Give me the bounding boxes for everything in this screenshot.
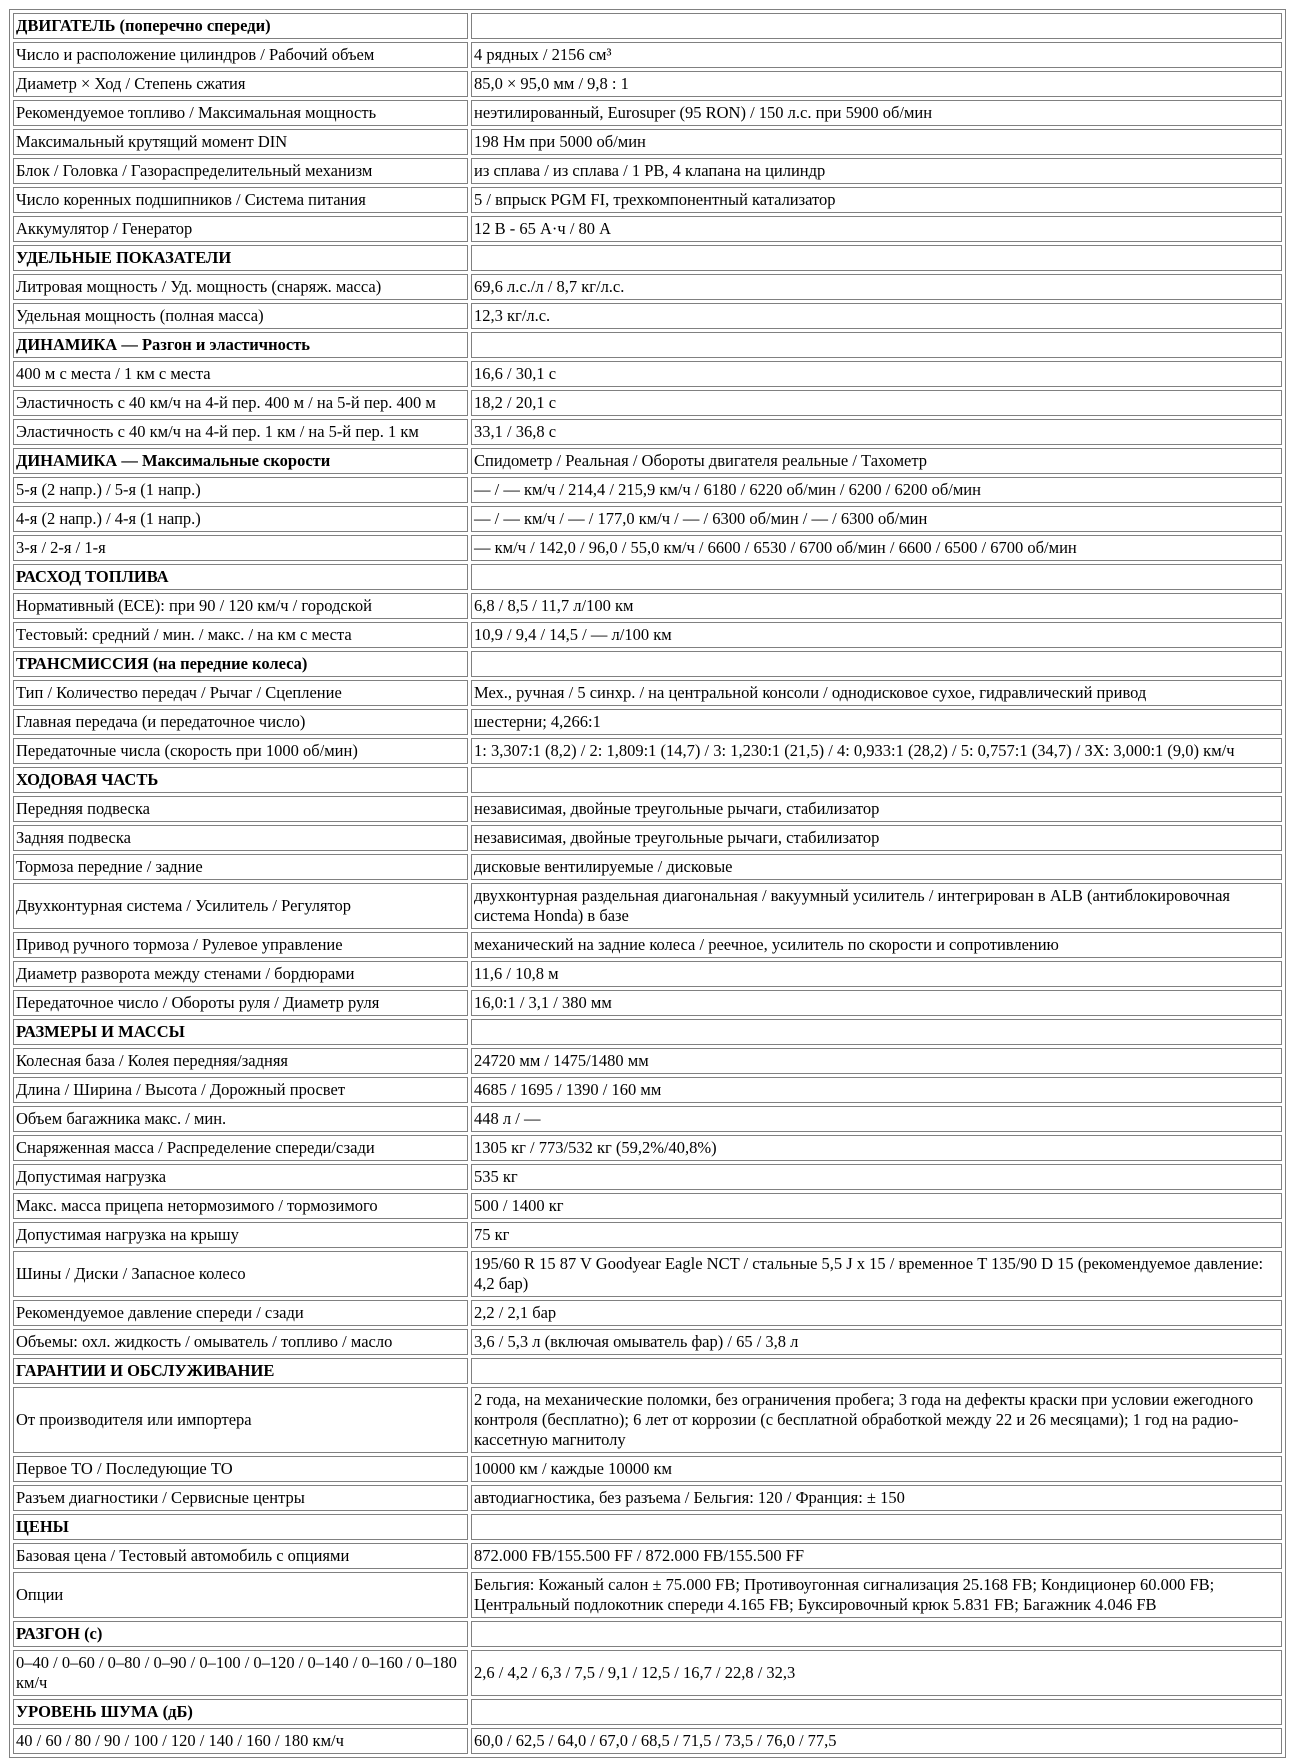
spec-label: Удельная мощность (полная масса)	[13, 303, 468, 329]
spec-row	[13, 932, 1282, 958]
spec-row	[13, 506, 1282, 532]
spec-label: Длина / Ширина / Высота / Дорожный просвет	[13, 1077, 468, 1103]
spec-value: 872.000 FB/155.500 FF / 872.000 FB/155.500 FF	[471, 1543, 1282, 1569]
spec-value: независимая, двойные треугольные рычаги, стабилизатор	[471, 825, 1282, 851]
section-title: ДИНАМИКА — Максимальные скорости	[13, 448, 468, 474]
spec-label: 400 м с места / 1 км с места	[13, 361, 468, 387]
spec-row	[13, 738, 1282, 764]
spec-label: Эластичность с 40 км/ч на 4-й пер. 1 км / на 5-й пер. 1 км	[13, 419, 468, 445]
spec-label: Объемы: охл. жидкость / омыватель / топливо / масло	[13, 1329, 468, 1355]
spec-label: 3-я / 2-я / 1-я	[13, 535, 468, 561]
spec-value: 75 кг	[471, 1222, 1282, 1248]
spec-value: 18,2 / 20,1 с	[471, 390, 1282, 416]
spec-label: Объем багажника макс. / мин.	[13, 1106, 468, 1132]
spec-row	[13, 158, 1282, 184]
spec-value: 198 Нм при 5000 об/мин	[471, 129, 1282, 155]
spec-label: Тормоза передние / задние	[13, 854, 468, 880]
section-value	[471, 1019, 1282, 1045]
spec-row	[13, 990, 1282, 1016]
spec-value: 2 года, на механические поломки, без ограничения пробега; 3 года на дефекты краски при условии ежегодного контроля (бесплатно); 6 лет от коррозии (с бесплатной обработкой между 22 и 26 месяцами); 1 год на радио-кассетную магнитолу	[471, 1387, 1282, 1453]
spec-value: 195/60 R 15 87 V Goodyear Eagle NCT / стальные 5,5 J x 15 / временное T 135/90 D 15 (рекомендуемое давление: 4,2 бар)	[471, 1251, 1282, 1297]
spec-value: 4685 / 1695 / 1390 / 160 мм	[471, 1077, 1282, 1103]
spec-row	[13, 1164, 1282, 1190]
spec-value: дисковые вентилируемые / дисковые	[471, 854, 1282, 880]
spec-row	[13, 1387, 1282, 1453]
spec-row	[13, 129, 1282, 155]
spec-label: Передаточные числа (скорость при 1000 об/мин)	[13, 738, 468, 764]
section-title: ДИНАМИКА — Разгон и эластичность	[13, 332, 468, 358]
spec-label: Допустимая нагрузка на крышу	[13, 1222, 468, 1248]
spec-table-body	[13, 13, 1282, 1754]
spec-label: Рекомендуемое давление спереди / сзади	[13, 1300, 468, 1326]
spec-label: Максимальный крутящий момент DIN	[13, 129, 468, 155]
spec-label: От производителя или импортера	[13, 1387, 468, 1453]
spec-label: Рекомендуемое топливо / Максимальная мощность	[13, 100, 468, 126]
spec-row	[13, 825, 1282, 851]
spec-row	[13, 1048, 1282, 1074]
spec-row	[13, 680, 1282, 706]
spec-value: 2,6 / 4,2 / 6,3 / 7,5 / 9,1 / 12,5 / 16,7 / 22,8 / 32,3	[471, 1650, 1282, 1696]
spec-value: из сплава / из сплава / 1 РВ, 4 клапана на цилиндр	[471, 158, 1282, 184]
spec-table	[9, 9, 1286, 1758]
spec-label: Число и расположение цилиндров / Рабочий объем	[13, 42, 468, 68]
spec-value: 6,8 / 8,5 / 11,7 л/100 км	[471, 593, 1282, 619]
spec-row	[13, 216, 1282, 242]
spec-label: Число коренных подшипников / Система питания	[13, 187, 468, 213]
spec-value: неэтилированный, Eurosuper (95 RON) / 150 л.с. при 5900 об/мин	[471, 100, 1282, 126]
spec-value: 3,6 / 5,3 л (включая омыватель фар) / 65 / 3,8 л	[471, 1329, 1282, 1355]
section-value	[471, 13, 1282, 39]
spec-value: 5 / впрыск PGM FI, трехкомпонентный катализатор	[471, 187, 1282, 213]
spec-value: 4 рядных / 2156 см³	[471, 42, 1282, 68]
spec-label: Тестовый: средний / мин. / макс. / на км с места	[13, 622, 468, 648]
spec-row	[13, 1251, 1282, 1297]
section-title: ГАРАНТИИ И ОБСЛУЖИВАНИЕ	[13, 1358, 468, 1384]
spec-value: 1305 кг / 773/532 кг (59,2%/40,8%)	[471, 1135, 1282, 1161]
spec-label: Литровая мощность / Уд. мощность (снаряж. масса)	[13, 274, 468, 300]
spec-label: Опции	[13, 1572, 468, 1618]
spec-value: 12,3 кг/л.с.	[471, 303, 1282, 329]
spec-label: Снаряженная масса / Распределение спереди/сзади	[13, 1135, 468, 1161]
spec-row	[13, 1135, 1282, 1161]
spec-value: — / — км/ч / 214,4 / 215,9 км/ч / 6180 / 6220 об/мин / 6200 / 6200 об/мин	[471, 477, 1282, 503]
section-header-row	[13, 651, 1282, 677]
spec-row	[13, 883, 1282, 929]
spec-label: Базовая цена / Тестовый автомобиль с опциями	[13, 1543, 468, 1569]
spec-row	[13, 71, 1282, 97]
section-header-row	[13, 1019, 1282, 1045]
spec-label: Допустимая нагрузка	[13, 1164, 468, 1190]
spec-label: Аккумулятор / Генератор	[13, 216, 468, 242]
spec-label: Макс. масса прицепа нетормозимого / тормозимого	[13, 1193, 468, 1219]
section-header-row	[13, 1621, 1282, 1647]
section-header-row	[13, 448, 1282, 474]
section-title: ТРАНСМИССИЯ (на передние колеса)	[13, 651, 468, 677]
section-title: ХОДОВАЯ ЧАСТЬ	[13, 767, 468, 793]
spec-row	[13, 303, 1282, 329]
spec-value: 448 л / —	[471, 1106, 1282, 1132]
section-title: РАЗМЕРЫ И МАССЫ	[13, 1019, 468, 1045]
spec-row	[13, 961, 1282, 987]
section-value	[471, 651, 1282, 677]
spec-row	[13, 1650, 1282, 1696]
spec-value: шестерни; 4,266:1	[471, 709, 1282, 735]
section-header-row	[13, 13, 1282, 39]
section-value	[471, 564, 1282, 590]
spec-label: Диаметр × Ход / Степень сжатия	[13, 71, 468, 97]
spec-label: Главная передача (и передаточное число)	[13, 709, 468, 735]
spec-value: — / — км/ч / — / 177,0 км/ч / — / 6300 об/мин / — / 6300 об/мин	[471, 506, 1282, 532]
spec-label: Передаточное число / Обороты руля / Диаметр руля	[13, 990, 468, 1016]
spec-row	[13, 1572, 1282, 1618]
spec-row	[13, 390, 1282, 416]
section-value: Спидометр / Реальная / Обороты двигателя реальные / Тахометр	[471, 448, 1282, 474]
spec-value: Мех., ручная / 5 синхр. / на центральной консоли / однодисковое сухое, гидравлический привод	[471, 680, 1282, 706]
section-value	[471, 767, 1282, 793]
spec-row	[13, 187, 1282, 213]
spec-label: Нормативный (ECE): при 90 / 120 км/ч / городской	[13, 593, 468, 619]
spec-row	[13, 854, 1282, 880]
spec-row	[13, 1728, 1282, 1754]
spec-value: 535 кг	[471, 1164, 1282, 1190]
spec-value: 16,0:1 / 3,1 / 380 мм	[471, 990, 1282, 1016]
spec-row	[13, 361, 1282, 387]
spec-value: Бельгия: Кожаный салон ± 75.000 FB; Противоугонная сигнализация 25.168 FB; Кондиционер 60.000 FB; Центральный подлокотник спереди 4.165 FB; Буксировочный крюк 5.831 FB; Багажник 4.046 FB	[471, 1572, 1282, 1618]
spec-value: — км/ч / 142,0 / 96,0 / 55,0 км/ч / 6600 / 6530 / 6700 об/мин / 6600 / 6500 / 6700 об/мин	[471, 535, 1282, 561]
spec-value: 11,6 / 10,8 м	[471, 961, 1282, 987]
spec-value: 16,6 / 30,1 с	[471, 361, 1282, 387]
section-value	[471, 332, 1282, 358]
spec-row	[13, 535, 1282, 561]
section-header-row	[13, 245, 1282, 271]
spec-label: 40 / 60 / 80 / 90 / 100 / 120 / 140 / 160 / 180 км/ч	[13, 1728, 468, 1754]
spec-row	[13, 593, 1282, 619]
spec-row	[13, 1106, 1282, 1132]
spec-value: 1: 3,307:1 (8,2) / 2: 1,809:1 (14,7) / 3: 1,230:1 (21,5) / 4: 0,933:1 (28,2) / 5: 0,757:1 (34,7) / ЗХ: 3,000:1 (9,0) км/ч	[471, 738, 1282, 764]
spec-row	[13, 419, 1282, 445]
section-header-row	[13, 767, 1282, 793]
spec-label: 5-я (2 напр.) / 5-я (1 напр.)	[13, 477, 468, 503]
spec-value: 24720 мм / 1475/1480 мм	[471, 1048, 1282, 1074]
section-title: ДВИГАТЕЛЬ (поперечно спереди)	[13, 13, 468, 39]
spec-row	[13, 709, 1282, 735]
spec-row	[13, 1485, 1282, 1511]
section-value	[471, 1514, 1282, 1540]
spec-label: Блок / Головка / Газораспределительный механизм	[13, 158, 468, 184]
spec-label: Задняя подвеска	[13, 825, 468, 851]
spec-row	[13, 42, 1282, 68]
spec-label: Колесная база / Колея передняя/задняя	[13, 1048, 468, 1074]
section-title: УДЕЛЬНЫЕ ПОКАЗАТЕЛИ	[13, 245, 468, 271]
spec-label: 0–40 / 0–60 / 0–80 / 0–90 / 0–100 / 0–120 / 0–140 / 0–160 / 0–180 км/ч	[13, 1650, 468, 1696]
spec-label: Передняя подвеска	[13, 796, 468, 822]
spec-value: 69,6 л.с./л / 8,7 кг/л.с.	[471, 274, 1282, 300]
spec-label: Шины / Диски / Запасное колесо	[13, 1251, 468, 1297]
spec-label: Привод ручного тормоза / Рулевое управление	[13, 932, 468, 958]
spec-label: Эластичность с 40 км/ч на 4-й пер. 400 м / на 5-й пер. 400 м	[13, 390, 468, 416]
section-header-row	[13, 1699, 1282, 1725]
section-title: УРОВЕНЬ ШУМА (дБ)	[13, 1699, 468, 1725]
section-value	[471, 245, 1282, 271]
spec-label: Тип / Количество передач / Рычаг / Сцепление	[13, 680, 468, 706]
spec-label: Двухконтурная система / Усилитель / Регулятор	[13, 883, 468, 929]
section-value	[471, 1621, 1282, 1647]
section-header-row	[13, 1358, 1282, 1384]
spec-value: 10,9 / 9,4 / 14,5 / — л/100 км	[471, 622, 1282, 648]
spec-row	[13, 1077, 1282, 1103]
section-title: РАСХОД ТОПЛИВА	[13, 564, 468, 590]
spec-row	[13, 274, 1282, 300]
spec-row	[13, 1329, 1282, 1355]
spec-row	[13, 622, 1282, 648]
spec-value: 60,0 / 62,5 / 64,0 / 67,0 / 68,5 / 71,5 / 73,5 / 76,0 / 77,5	[471, 1728, 1282, 1754]
spec-label: Разъем диагностики / Сервисные центры	[13, 1485, 468, 1511]
section-header-row	[13, 332, 1282, 358]
section-value	[471, 1699, 1282, 1725]
spec-row	[13, 100, 1282, 126]
section-value	[471, 1358, 1282, 1384]
spec-value: 2,2 / 2,1 бар	[471, 1300, 1282, 1326]
spec-label: Первое ТО / Последующие ТО	[13, 1456, 468, 1482]
spec-value: 12 В - 65 А·ч / 80 А	[471, 216, 1282, 242]
spec-row	[13, 477, 1282, 503]
spec-label: 4-я (2 напр.) / 4-я (1 напр.)	[13, 506, 468, 532]
spec-value: 500 / 1400 кг	[471, 1193, 1282, 1219]
spec-value: двухконтурная раздельная диагональная / вакуумный усилитель / интегрирован в ALB (антиблокировочная система Honda) в базе	[471, 883, 1282, 929]
spec-value: 10000 км / каждые 10000 км	[471, 1456, 1282, 1482]
spec-value: механический на задние колеса / реечное, усилитель по скорости и сопротивлению	[471, 932, 1282, 958]
spec-row	[13, 1222, 1282, 1248]
spec-row	[13, 1543, 1282, 1569]
section-title: РАЗГОН (с)	[13, 1621, 468, 1647]
section-title: ЦЕНЫ	[13, 1514, 468, 1540]
spec-label: Диаметр разворота между стенами / бордюрами	[13, 961, 468, 987]
section-header-row	[13, 1514, 1282, 1540]
spec-value: автодиагностика, без разъема / Бельгия: 120 / Франция: ± 150	[471, 1485, 1282, 1511]
spec-value: 85,0 × 95,0 мм / 9,8 : 1	[471, 71, 1282, 97]
spec-value: 33,1 / 36,8 с	[471, 419, 1282, 445]
section-header-row	[13, 564, 1282, 590]
spec-row	[13, 796, 1282, 822]
spec-row	[13, 1456, 1282, 1482]
spec-row	[13, 1193, 1282, 1219]
spec-row	[13, 1300, 1282, 1326]
spec-value: независимая, двойные треугольные рычаги, стабилизатор	[471, 796, 1282, 822]
